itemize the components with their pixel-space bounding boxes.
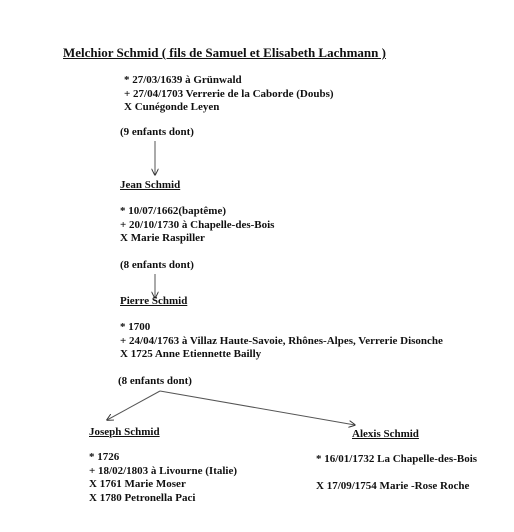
root-children-note: (9 enfants dont)	[120, 126, 194, 138]
gen2-person-name: Jean Schmid	[120, 179, 181, 191]
gen3-children-note: (8 enfants dont)	[118, 375, 192, 387]
joseph-marriage-line-2: X 1780 Petronella Paci	[89, 491, 196, 504]
alexis-marriage-line: X 17/09/1754 Marie -Rose Roche	[316, 480, 470, 492]
gen2-children-note: (8 enfants dont)	[120, 259, 194, 271]
gen3-death-line: + 24/04/1763 à Villaz Haute-Savoie, Rhônes-Alpes, Verrerie Disonche	[120, 334, 443, 347]
joseph-death-line: + 18/02/1803 à Livourne (Italie)	[89, 464, 238, 477]
gen3-person-details	[120, 321, 443, 362]
gen2-death-line: + 20/10/1730 à Chapelle-des-Bois	[120, 218, 275, 231]
root-person-name: Melchior Schmid ( fils de Samuel et Elisabeth Lachmann )	[63, 45, 386, 60]
gen3-person-name: Pierre Schmid	[120, 295, 188, 307]
alexis-person-name: Alexis Schmid	[352, 428, 419, 440]
gen2-person-details	[120, 205, 274, 246]
gen2-marriage-line: X Marie Raspiller	[120, 232, 205, 244]
root-birth-line: * 27/03/1639 à Grünwald	[124, 74, 242, 86]
joseph-birth-line: * 1726	[89, 451, 120, 463]
arrow-gen3-to-alexis	[160, 391, 355, 425]
joseph-marriage-line-1: X 1761 Marie Moser	[89, 478, 186, 490]
joseph-person-name: Joseph Schmid	[89, 426, 160, 438]
arrow-gen3-to-joseph	[107, 391, 160, 420]
gen3-marriage-line: X 1725 Anne Etiennette Bailly	[120, 348, 262, 360]
joseph-person-details	[89, 451, 237, 505]
root-marriage-line: X Cunégonde Leyen	[124, 101, 220, 113]
gen2-birth-line: * 10/07/1662(baptême)	[120, 205, 227, 217]
gen3-birth-line: * 1700	[120, 321, 151, 333]
alexis-birth-line: * 16/01/1732 La Chapelle-des-Bois	[316, 453, 478, 465]
root-death-line: + 27/04/1703 Verrerie de la Caborde (Doubs)	[124, 87, 334, 100]
root-person-details	[124, 74, 334, 115]
